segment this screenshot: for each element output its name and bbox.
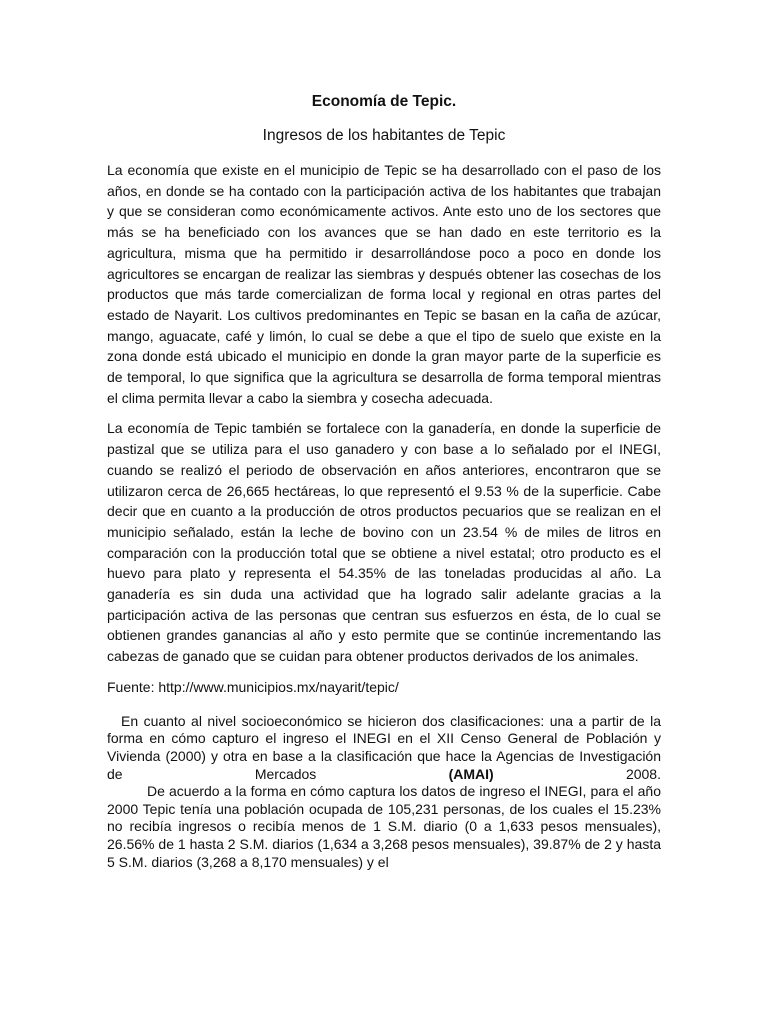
amai-label: (AMAI) [448,765,494,782]
amai-year: 2008. [625,765,661,782]
paragraph-livestock: La economía de Tepic también se fortalece con la ganadería, en donde la superficie de pastizal que se utiliza para el uso ganadero y con base a lo señalado por el INEGI, cuando se realizó el periodo de observación en años anteriores, encontraron que se utilizaron cerca de 26,665 hectáreas, lo que representó el 9.53 % de la superficie. Cabe decir que en cuanto a la producción de otros productos pecuarios que se realizan en el municipio señalado, están la leche de bovino con un 23.54 % de miles de litros en comparación con la producción total que se obtiene a nivel estatal; otro producto es el huevo para plato y representa el 54.35% de las toneladas producidas al año. La ganadería es sin duda una actividad que ha logrado salir adelante gracias a la participación activa de las personas que centran sus esfuerzos en ésta, de lo cual se obtienen grandes ganancias al año y esto permite que se continúe incrementando las cabezas de ganado que se cuidan para obtener productos derivados de los animales. [107,420,661,665]
source-citation: Fuente: http://www.municipios.mx/nayarit/tepic/ [107,678,399,695]
document-title: Economía de Tepic. [311,93,457,110]
paragraph-socioeconomic-text: En cuanto al nivel socioeconómico se hicieron dos clasificaciones: una a partir de la forma en cómo capturo el ingreso el INEGI en el XII Censo General de Población y Vivienda (2000) y otra en base a la clasificación que hace la Agencias de Investigación de Mercados [107,712,661,782]
paragraph-socioeconomic [107,713,661,783]
paragraph-agriculture: La economía que existe en el municipio de Tepic se ha desarrollado con el paso de los años, en donde se ha contado con la participación activa de los habitantes que trabajan y que se consideran como económicamente activos. Ante esto uno de los sectores que más se ha beneficiado con los avances que se han dado en este territorio es la agricultura, misma que ha permitido ir desarrollándose poco a poco en donde los agricultores se encargan de realizar las siembras y después obtener las cosechas de los productos que más tarde comercializan de forma local y regional en otras partes del estado de Nayarit. Los cultivos predominantes en Tepic se basan en la caña de azúcar, mango, aguacate, café y limón, lo cual se debe a que el tipo de suelo que existe en la zona donde está ubicado el municipio en donde la gran mayor parte de la superficie es de temporal, lo que significa que la agricultura se desarrolla de forma temporal mientras el clima permita llevar a cabo la siembra y cosecha adecuada. [107,162,661,406]
paragraph-income: De acuerdo a la forma en cómo captura los datos de ingreso el INEGI, para el año 2000 Tepic tenía una población ocupada de 105,231 personas, de los cuales el 15.23% no recibía ingresos o recibía menos de 1 S.M. diario (0 a 1,633 pesos mensuales), 26.56% de 1 hasta 2 S.M. diarios (1,634 a 3,268 pesos mensuales), 39.87% de 2 y hasta 5 S.M. diarios (3,268 a 8,170 mensuales) y el [107,783,661,870]
document-subtitle: Ingresos de los habitantes de Tepic [262,127,506,144]
document-page [107,92,661,871]
